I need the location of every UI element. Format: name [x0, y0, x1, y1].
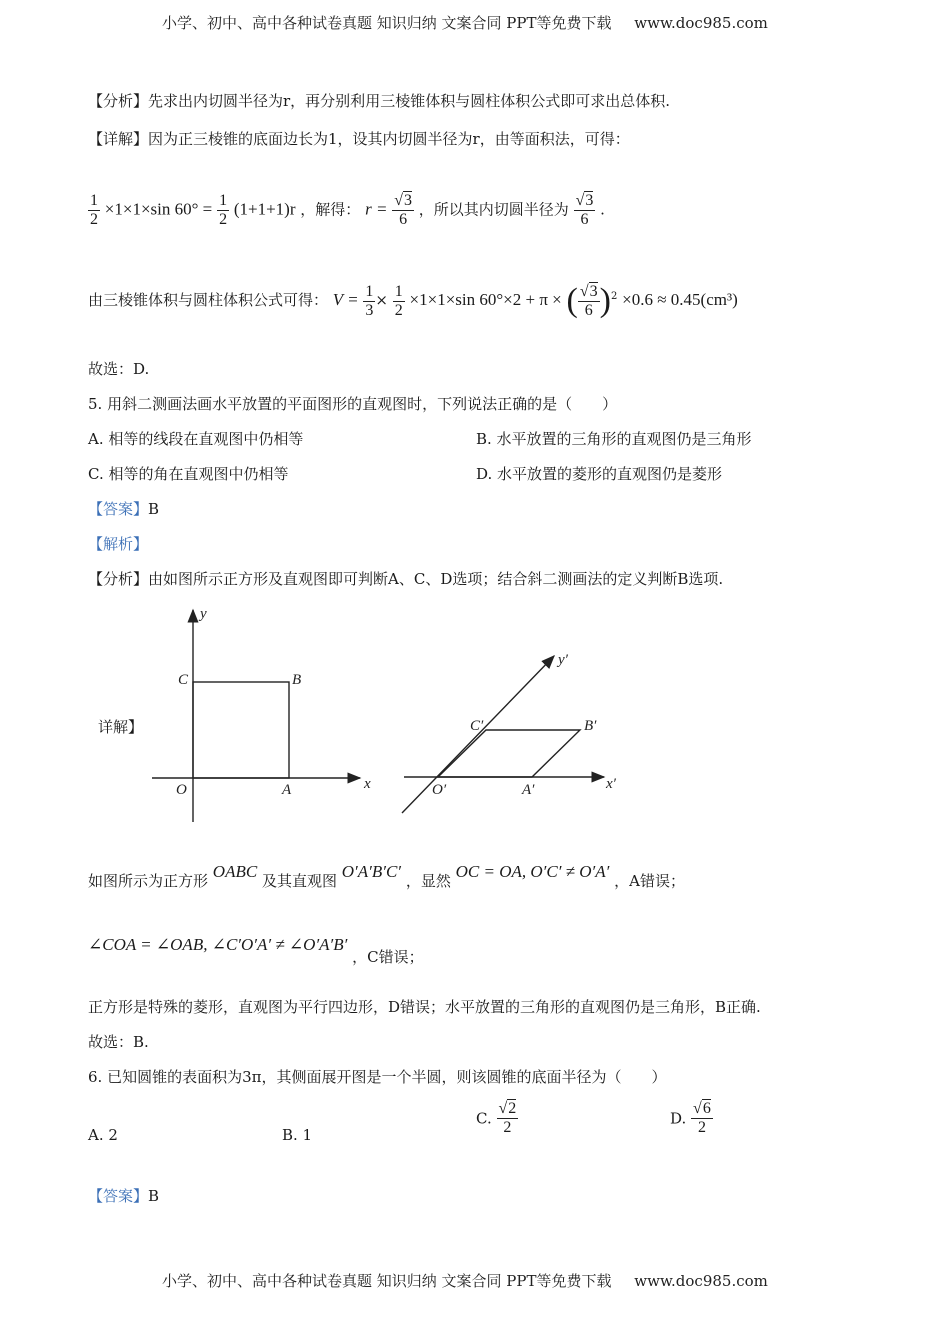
q4-detail: 【详解】因为正三棱锥的底面边长为1，设其内切圆半径为r，由等面积法，可得：	[88, 130, 630, 148]
q5-option-b[interactable]: B. 水平放置的三角形的直观图仍是三角形	[476, 430, 752, 448]
frac-half: $\frac{1}{2}$	[90, 192, 98, 228]
label-b-prime: B′	[584, 718, 597, 734]
label-c: C	[178, 672, 189, 688]
q5-answer: 【答案】B	[88, 500, 160, 518]
label-y: y	[200, 606, 207, 622]
label-a-prime: A′	[522, 782, 535, 798]
label-x-prime: x′	[606, 776, 616, 792]
footer-text: 小学、初中、高中各种试卷真题 知识归纳 文案合同 PPT等免费下载	[162, 1272, 612, 1290]
q5-option-c[interactable]: C. 相等的角在直观图中仍相等	[88, 465, 289, 483]
q5-detail-label: 详解】	[98, 718, 144, 736]
square-oabc	[193, 682, 289, 778]
q4-analysis: 【分析】先求出内切圆半径为r，再分别利用三棱锥体积与圆柱体积公式即可求出总体积.	[88, 92, 670, 110]
q4-select: 故选：D.	[88, 360, 150, 378]
q6-option-b[interactable]: B. 1	[282, 1126, 313, 1144]
header-url[interactable]: www.doc985.com	[634, 14, 768, 32]
frac-half-2: $\frac{1}{2}$	[219, 192, 228, 228]
q6-answer: 【答案】B	[88, 1187, 160, 1205]
header-text: 小学、初中、高中各种试卷真题 知识归纳 文案合同 PPT等免费下载	[162, 14, 612, 32]
q5-stem: 5. 用斜二测画法画水平放置的平面图形的直观图时，下列说法正确的是（ ）	[88, 395, 618, 413]
q6-option-d[interactable]: D. $\frac{√6}{2}$	[670, 1100, 711, 1136]
frac-sqrt3-6: $\frac{√3}{6}$	[394, 192, 412, 228]
q5-option-a[interactable]: A. 相等的线段在直观图中仍相等	[88, 430, 304, 448]
label-c-prime: C′	[470, 718, 484, 734]
frac-sqrt3-6-b: $\frac{√3}{6}$	[575, 192, 594, 228]
page-footer	[162, 1270, 768, 1291]
label-a: A	[282, 782, 292, 798]
q5-line-1: 如图所示为正方形 OABC 及其直观图 O′A′B′C′ ，显然 OC = OA, O′C′ ≠ O′A′ ，A错误；	[88, 862, 685, 890]
q5-figure	[140, 600, 640, 830]
q6-option-a[interactable]: A. 2	[88, 1126, 118, 1144]
q5-line-2: ∠COA = ∠OAB, ∠C′O′A′ ≠ ∠O′A′B′ ，C错误；	[88, 935, 424, 966]
q4-volume-line: 由三棱锥体积与圆柱体积公式可得： V = $\frac{1}{3}$ × $\frac{1}{2}$ ×1×1×sin 60°×2 + π × ( $\frac{√3}{6}$ )$^2$ ×0.6 ≈ 0.45(cm³)	[88, 282, 738, 319]
label-y-prime: y′	[558, 652, 568, 668]
q5-option-d[interactable]: D. 水平放置的菱形的直观图仍是菱形	[476, 465, 723, 483]
label-o: O	[176, 782, 187, 798]
label-o-prime: O′	[432, 782, 447, 798]
q5-jiexi: 【解析】	[88, 535, 149, 553]
q5-select: 故选：B.	[88, 1033, 149, 1051]
label-b: B	[292, 672, 302, 688]
q4-equation-1: $\frac{1}{2}$ ×1×1×sin 60° = $\frac{1}{2}$ (1+1+1)r ，解得： r = $\frac{√3}{6}$ ，所以其内切圆半径为 $\frac{√3}{6}$ .	[90, 192, 605, 228]
q5-analysis: 【分析】由如图所示正方形及直观图即可判断A、C、D选项；结合斜二测画法的定义判断B选项.	[88, 570, 724, 588]
label-x: x	[364, 776, 371, 792]
q6-option-c[interactable]: C. $\frac{√2}{2}$	[476, 1100, 517, 1136]
q5-line-3: 正方形是特殊的菱形，直观图为平行四边形，D错误；水平放置的三角形的直观图仍是三角形，B正确.	[88, 998, 761, 1016]
page-header	[162, 12, 768, 33]
q6-stem: 6. 已知圆锥的表面积为3π，其侧面展开图是一个半圆，则该圆锥的底面半径为（ ）	[88, 1068, 667, 1086]
footer-url[interactable]: www.doc985.com	[634, 1272, 768, 1290]
